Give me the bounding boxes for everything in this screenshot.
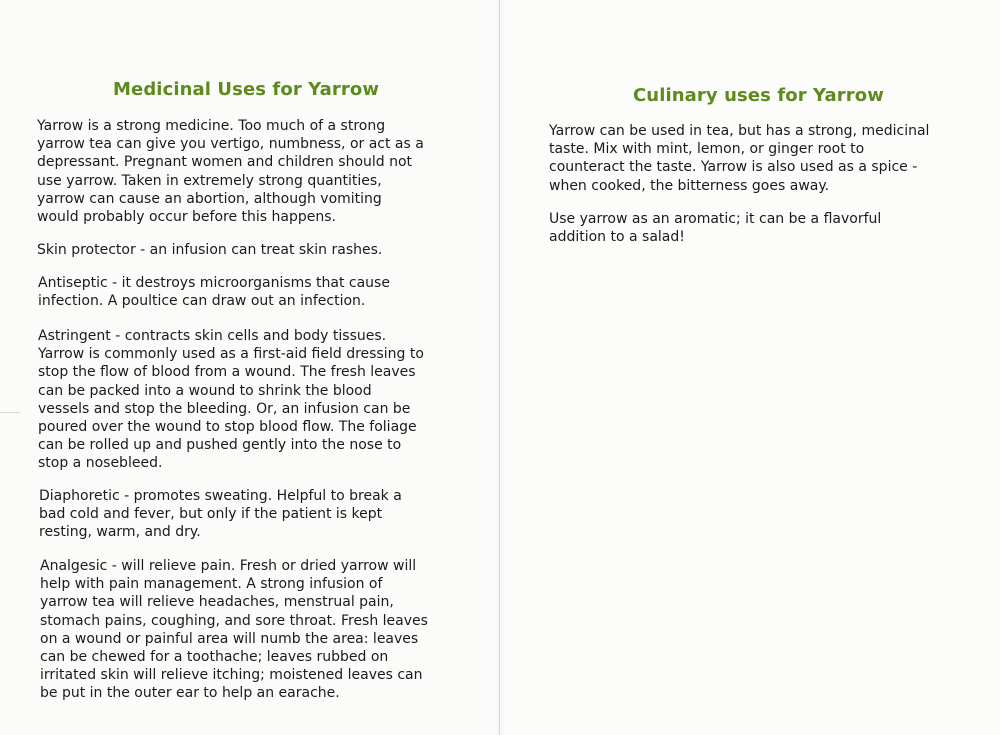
medicinal-uses-title: Medicinal Uses for Yarrow <box>113 79 380 100</box>
paragraph-skin-protector: Skin protector - an infusion can treat skin rashes. <box>37 242 383 258</box>
culinary-uses-title: Culinary uses for Yarrow <box>633 85 884 106</box>
paragraph-aromatic: Use yarrow as an aromatic; it can be a flavorful addition to a salad! <box>549 211 882 246</box>
paragraph-warning: Yarrow is a strong medicine. Too much of a strong yarrow tea can give you vertigo, numbness, or act as a depressant. Pregnant women and children should not use yarrow. Taken in extremely strong quantities, yarrow can cause an abortion, although vomiting would probably occur before this happens. <box>37 118 424 226</box>
page-edge-line <box>0 412 20 413</box>
paragraph-diaphoretic: Diaphoretic - promotes sweating. Helpful to break a bad cold and fever, but only if the patient is kept resting, warm, and dry. <box>39 488 402 541</box>
paragraph-astringent: Astringent - contracts skin cells and body tissues. Yarrow is commonly used as a first-aid field dressing to stop the flow of blood from a wound. The fresh leaves can be packed into a wound to shrink the blood vessels and stop the bleeding. Or, an infusion can be poured over the wound to stop blood flow. The foliage can be rolled up and pushed gently into the nose to stop a nosebleed. <box>38 328 424 472</box>
right-page <box>500 0 1000 735</box>
paragraph-antiseptic: Antiseptic - it destroys microorganisms that cause infection. A poultice can draw out an infection. <box>38 275 390 310</box>
book-gutter <box>494 0 506 735</box>
paragraph-tea-and-spice: Yarrow can be used in tea, but has a strong, medicinal taste. Mix with mint, lemon, or ginger root to counteract the taste. Yarrow is also used as a spice - when cooked, the bitterness goes away. <box>549 123 930 194</box>
paragraph-analgesic: Analgesic - will relieve pain. Fresh or dried yarrow will help with pain management. A strong infusion of yarrow tea will relieve headaches, menstrual pain, stomach pains, coughing, and sore throat. Fresh leaves on a wound or painful area will numb the area: leaves can be chewed for a toothache; leaves rubbed on irritated skin will relieve itching; moistened leaves can be put in the outer ear to help an earache. <box>40 558 428 702</box>
